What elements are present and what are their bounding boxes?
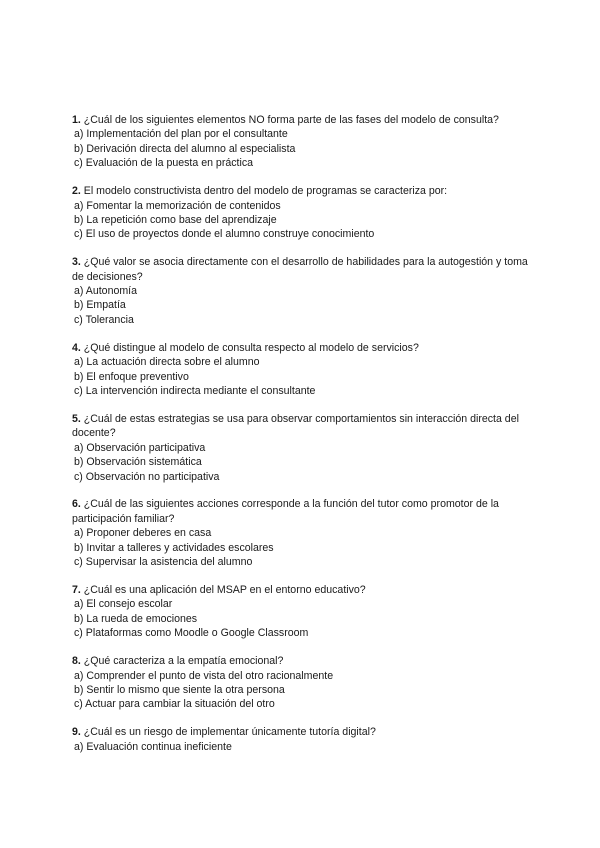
answer-option-a: a) Comprender el punto de vista del otro racionalmente — [74, 669, 334, 682]
answer-option-a: a) Evaluación continua ineficiente — [74, 740, 232, 753]
question-4 — [72, 341, 542, 399]
question-6 — [72, 497, 542, 569]
question-text — [72, 255, 542, 284]
question-text — [72, 412, 542, 441]
question-text — [72, 725, 542, 739]
question-text — [72, 497, 542, 526]
answer-option-b: b) La rueda de emociones — [74, 612, 198, 625]
question-2 — [72, 184, 542, 242]
question-9 — [72, 725, 542, 754]
answer-option-a: a) Autonomía — [74, 285, 138, 298]
question-number: 7. — [72, 583, 81, 596]
answer-option-a: a) La actuación directa sobre el alumno — [74, 356, 260, 369]
question-prompt: El modelo constructivista dentro del modelo de programas se caracteriza por: — [83, 185, 448, 198]
question-prompt: ¿Cuál es una aplicación del MSAP en el entorno educativo? — [83, 583, 366, 596]
answer-option-c: c) La intervención indirecta mediante el consultante — [74, 385, 316, 397]
answer-option-c: c) Observación no participativa — [74, 470, 220, 483]
question-prompt: ¿Qué valor se asocia directamente con el desarrollo de habilidades para la autogestión y toma de decisiones? — [72, 256, 528, 283]
answer-option-a: a) Implementación del plan por el consultante — [74, 128, 288, 141]
question-3 — [72, 255, 542, 327]
question-1 — [72, 113, 542, 171]
question-8 — [72, 654, 542, 712]
question-number: 3. — [72, 256, 81, 269]
question-list — [72, 113, 542, 768]
question-number: 4. — [72, 341, 81, 354]
answer-option-c: c) El uso de proyectos donde el alumno construye conocimiento — [74, 228, 375, 241]
answer-option-b: b) La repetición como base del aprendizaje — [74, 213, 277, 226]
question-number: 6. — [72, 498, 81, 511]
question-text — [72, 113, 542, 127]
question-prompt: ¿Cuál de estas estrategias se usa para observar comportamientos sin interacción directa del docente? — [72, 412, 519, 440]
answer-option-b: b) Sentir lo mismo que siente la otra persona — [74, 683, 285, 696]
question-number: 8. — [72, 655, 81, 668]
answer-option-b: b) El enfoque preventivo — [74, 370, 189, 383]
answer-option-c: c) Supervisar la asistencia del alumno — [74, 556, 253, 569]
question-5 — [72, 412, 542, 484]
question-7 — [72, 583, 542, 641]
answer-option-c: c) Actuar para cambiar la situación del otro — [74, 698, 275, 711]
question-text — [72, 654, 542, 668]
question-text — [72, 184, 542, 198]
question-text — [72, 583, 542, 597]
answer-option-a: a) Proponer deberes en casa — [74, 527, 212, 540]
question-prompt: ¿Qué caracteriza a la empatía emocional? — [83, 655, 284, 668]
question-number: 9. — [72, 726, 81, 739]
question-number: 1. — [72, 114, 81, 126]
question-prompt: ¿Cuál de las siguientes acciones corresponde a la función del tutor como promotor de la participación familiar? — [72, 498, 499, 525]
question-prompt: ¿Cuál es un riesgo de implementar únicamente tutoría digital? — [83, 726, 376, 739]
answer-option-c: c) Evaluación de la puesta en práctica — [74, 157, 254, 170]
answer-option-b: b) Derivación directa del alumno al especialista — [74, 142, 296, 155]
answer-option-b: b) Empatía — [74, 299, 126, 312]
answer-option-c: c) Tolerancia — [74, 313, 134, 326]
question-prompt: ¿Qué distingue al modelo de consulta respecto al modelo de servicios? — [83, 341, 419, 354]
answer-option-b: b) Invitar a talleres y actividades escolares — [74, 541, 274, 554]
answer-option-b: b) Observación sistemática — [74, 456, 202, 469]
answer-option-c: c) Plataformas como Moodle o Google Classroom — [74, 627, 309, 640]
question-number: 2. — [72, 185, 81, 198]
question-text — [72, 341, 542, 355]
question-prompt: ¿Cuál de los siguientes elementos NO forma parte de las fases del modelo de consulta? — [83, 114, 499, 126]
answer-option-a: a) El consejo escolar — [74, 598, 173, 611]
answer-option-a: a) Observación participativa — [74, 441, 206, 454]
answer-option-a: a) Fomentar la memorización de contenidos — [74, 199, 281, 212]
question-number: 5. — [72, 412, 81, 425]
